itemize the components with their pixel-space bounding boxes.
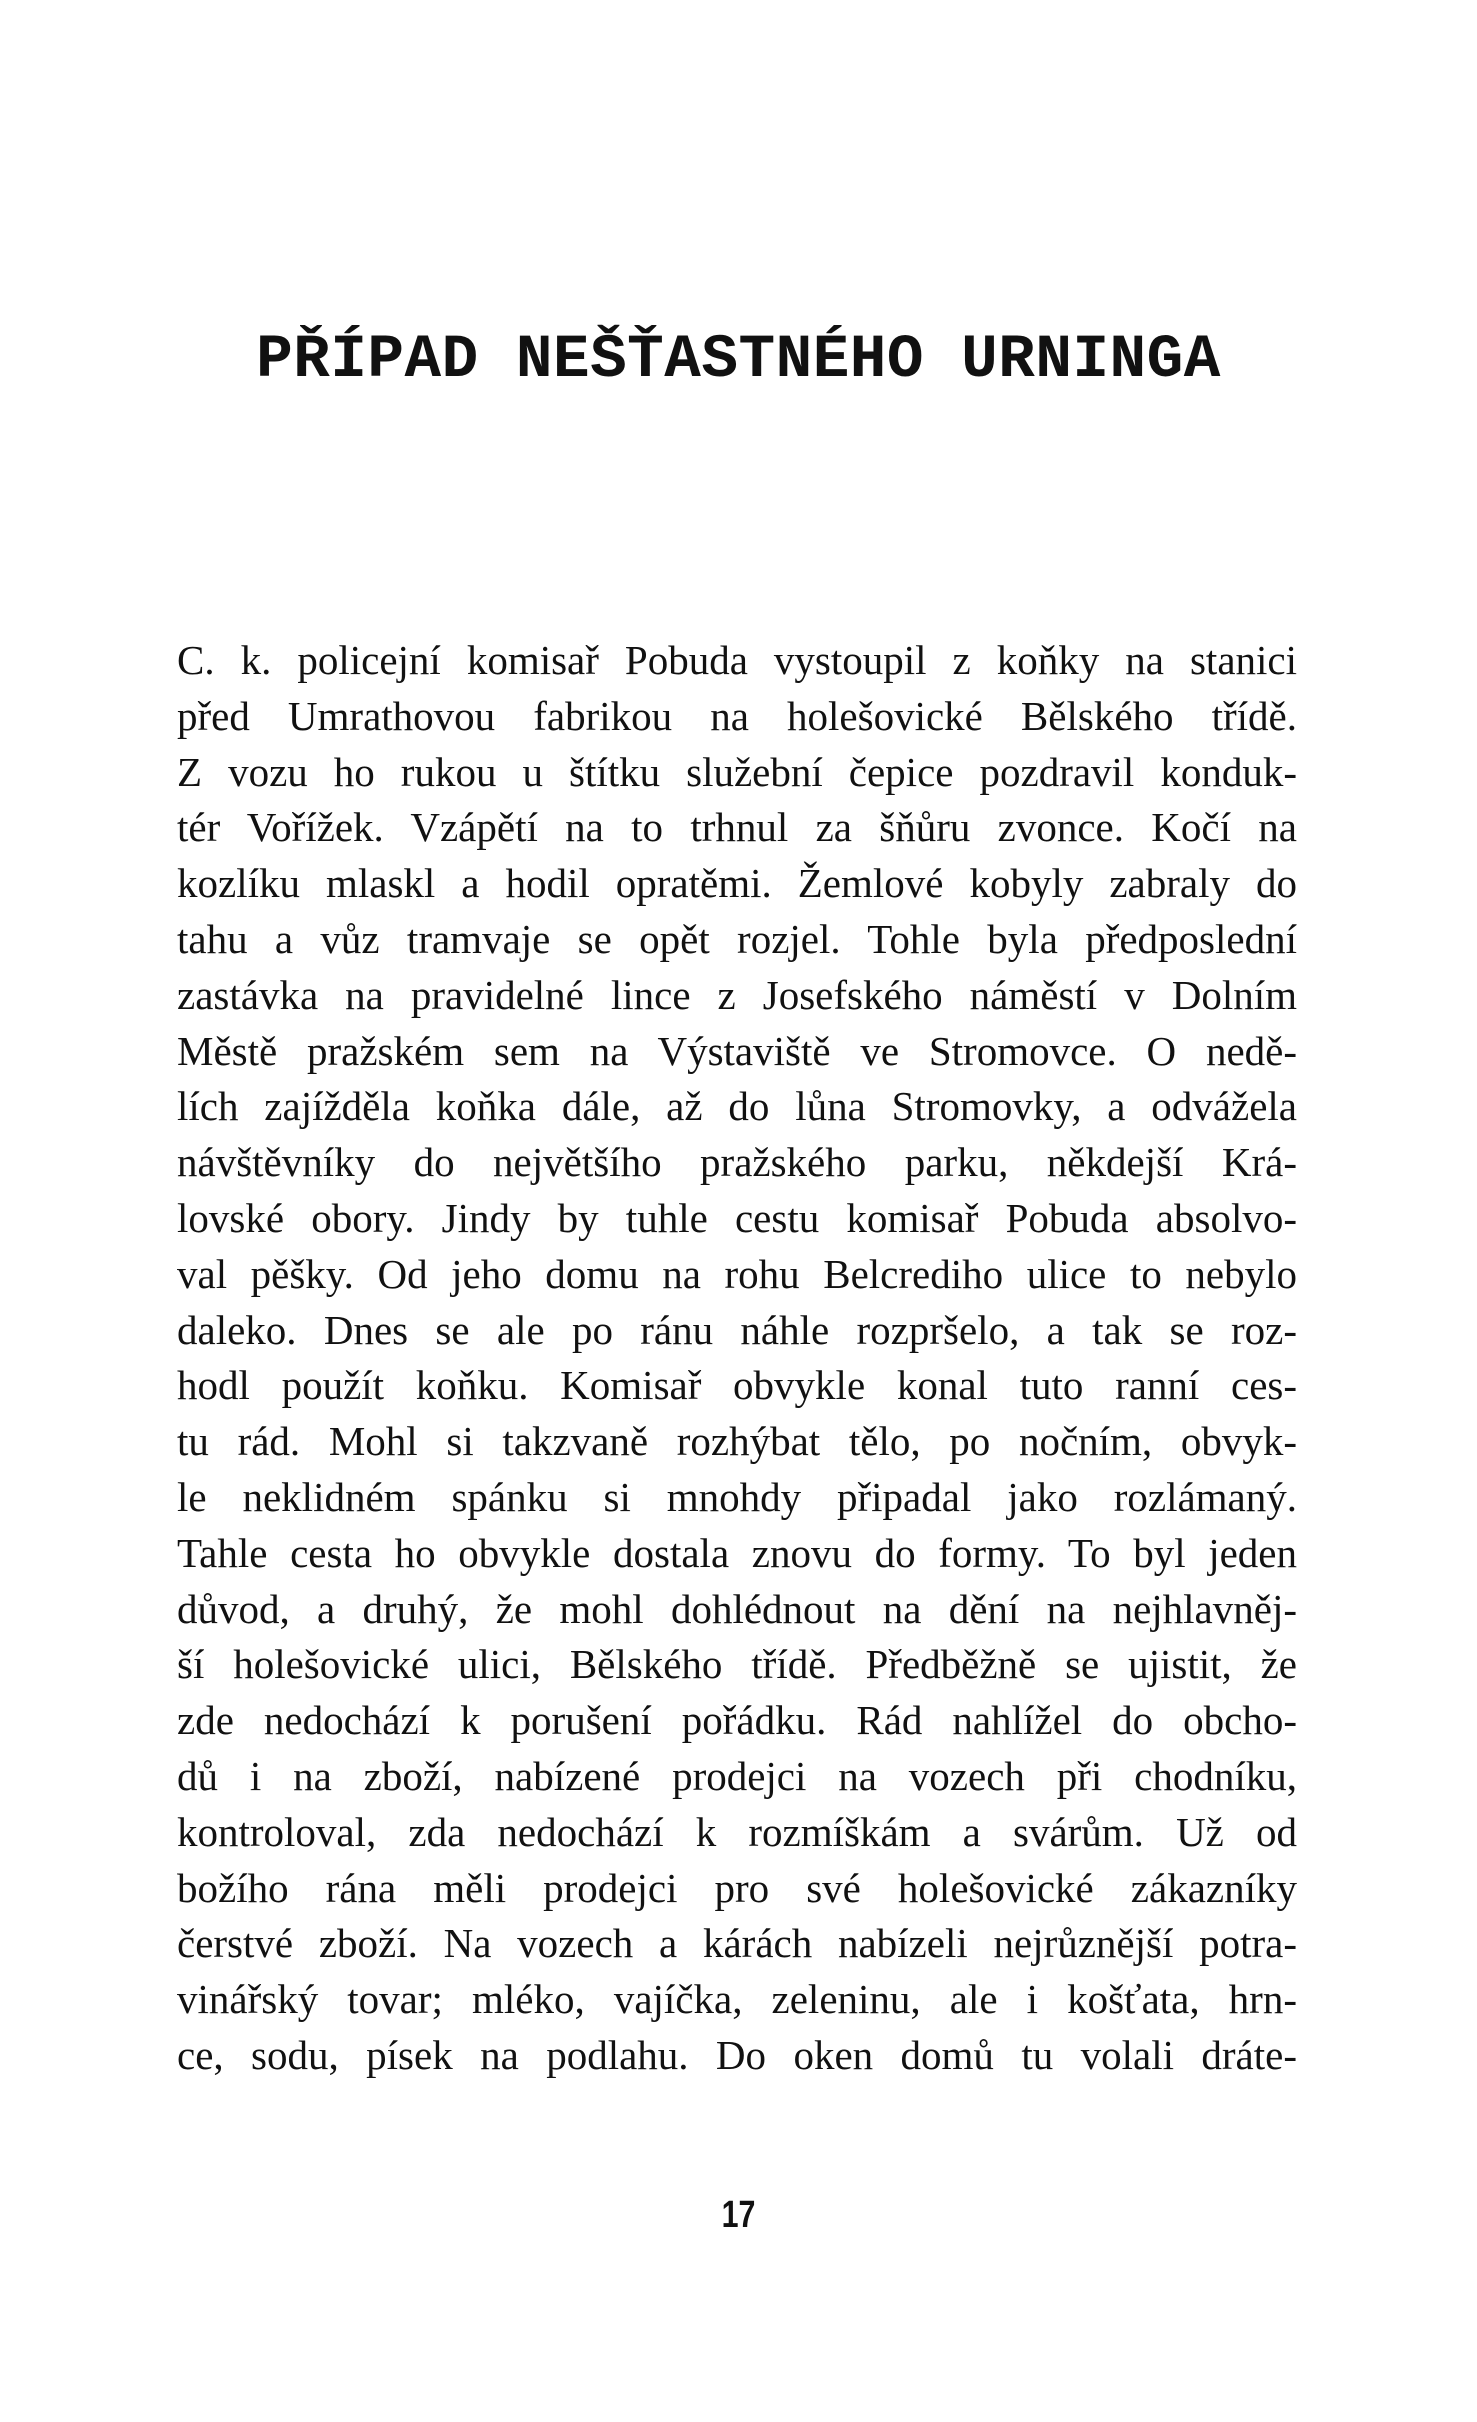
text-line: božího rána měli prodejci pro své holešovické zákazníky bbox=[177, 1864, 1297, 1911]
text-line: dů i na zboží, nabízené prodejci na vozech při chodníku, bbox=[177, 1752, 1297, 1799]
text-line: tér Vořížek. Vzápětí na to trhnul za šňůru zvonce. Kočí na bbox=[177, 804, 1297, 851]
text-line: kozlíku mlaskl a hodil opratěmi. Žemlové kobyly zabraly do bbox=[177, 860, 1297, 907]
page-number: 17 bbox=[721, 2194, 756, 2236]
text-line: zastávka na pravidelné lince z Josefského náměstí v Dolním bbox=[177, 971, 1297, 1018]
text-line: tu rád. Mohl si takzvaně rozhýbat tělo, po nočním, obvyk- bbox=[177, 1418, 1297, 1465]
text-line: tahu a vůz tramvaje se opět rozjel. Tohle byla předposlední bbox=[177, 915, 1297, 962]
text-line: zde nedochází k porušení pořádku. Rád nahlížel do obcho- bbox=[177, 1697, 1297, 1744]
text-line: hodl použít koňku. Komisař obvykle konal tuto ranní ces- bbox=[177, 1362, 1297, 1409]
text-line: vinářský tovar; mléko, vajíčka, zeleninu, ale i košťata, hrn- bbox=[177, 1976, 1297, 2023]
text-line: návštěvníky do největšího pražského parku, někdejší Krá- bbox=[177, 1139, 1297, 1186]
text-line: Tahle cesta ho obvykle dostala znovu do formy. To byl jeden bbox=[177, 1529, 1297, 1576]
text-line: před Umrathovou fabrikou na holešovické Bělského třídě. bbox=[177, 692, 1297, 739]
text-line: le neklidném spánku si mnohdy připadal jako rozlámaný. bbox=[177, 1473, 1297, 1520]
text-line: val pěšky. Od jeho domu na rohu Belcrediho ulice to nebylo bbox=[177, 1250, 1297, 1297]
text-line: C. k. policejní komisař Pobuda vystoupil z koňky na stanici bbox=[177, 637, 1297, 683]
text-line: Z vozu ho rukou u štítku služební čepice pozdravil konduk- bbox=[177, 748, 1297, 795]
text-line: kontroloval, zda nedochází k rozmíškám a svárům. Už od bbox=[177, 1808, 1297, 1855]
chapter-title: PŘÍPAD NEŠŤASTNÉHO URNINGA bbox=[256, 326, 1221, 395]
text-line: ší holešovické ulici, Bělského třídě. Předběžně se ujistit, že bbox=[177, 1641, 1297, 1688]
text-line: daleko. Dnes se ale po ránu náhle rozpršelo, a tak se roz- bbox=[177, 1306, 1297, 1353]
text-line: ce, sodu, písek na podlahu. Do oken domů tu volali dráte- bbox=[177, 2031, 1297, 2078]
body-text bbox=[177, 633, 1297, 2084]
text-line: lovské obory. Jindy by tuhle cestu komisař Pobuda absolvo- bbox=[177, 1194, 1297, 1241]
text-line: čerstvé zboží. Na vozech a kárách nabízeli nejrůznější potra- bbox=[177, 1920, 1297, 1967]
text-line: důvod, a druhý, že mohl dohlédnout na dění na nejhlavněj- bbox=[177, 1585, 1297, 1632]
text-line: Městě pražském sem na Výstaviště ve Stromovce. O nedě- bbox=[177, 1027, 1297, 1074]
text-line: lích zajížděla koňka dále, až do lůna Stromovky, a odvážela bbox=[177, 1083, 1297, 1130]
